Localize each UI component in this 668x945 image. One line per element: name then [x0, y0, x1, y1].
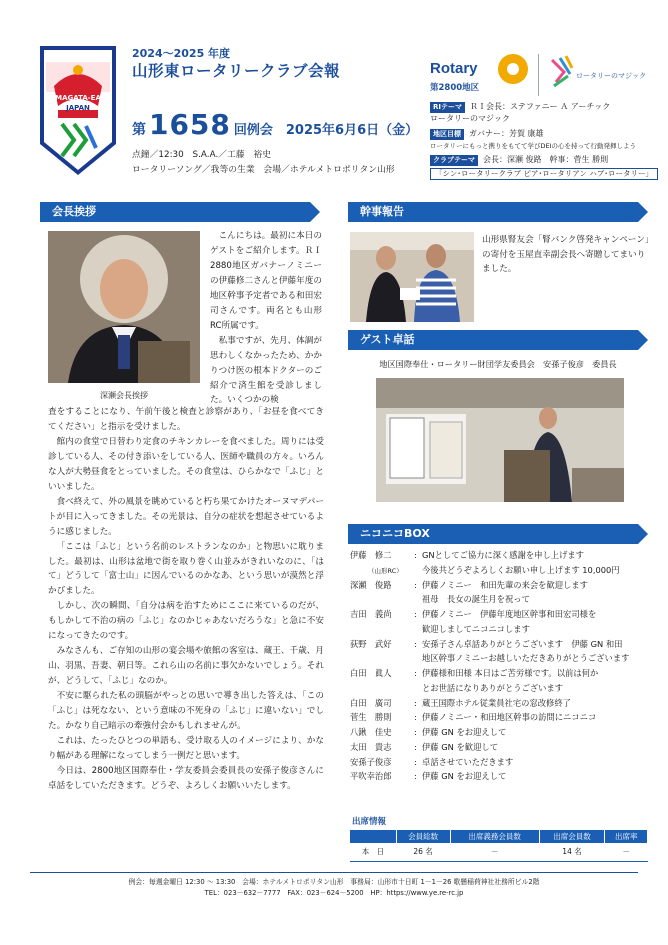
nikoniko-row: 深瀬 俊路 : 伊藤ノミニー 和田先輩の来会を歓迎します 祖母 長女の誕生月を祝って	[350, 578, 650, 608]
president-paragraph: しかし、次の瞬間、「自分は病を治すためにここに来ているのだが、もしかして不治の病の「ふじ」なのかじゃあないだろうな」と急に不安になってきたのです。	[48, 601, 324, 642]
nikoniko-name: 太田 貴志	[350, 741, 392, 752]
president-paragraph: こんにちは。最初に本日のゲストをご紹介します。ＲＩ2880地区ガバナーノミニーの伊藤修二さんと伊藤年度の地区幹事予定者である和田宏司さんです。両名とも山形RC所属です。	[210, 231, 322, 331]
attendance-header	[350, 830, 396, 843]
nikoniko-message: 卓話させていただきます	[422, 756, 514, 767]
meeting-detail-line1: 点鐘／12:30 S.A.A.／工藤 裕史	[132, 150, 272, 160]
president-text-full	[48, 405, 324, 794]
nikoniko-message: 伊藤ノミニー 和田先輩の来会を歓迎します 祖母 長女の誕生月を祝って	[422, 579, 588, 605]
magic-of-rotary-logo	[546, 52, 646, 96]
ri-theme-text: ＲＩ会長：ステファニー Ａ アーチック	[470, 102, 611, 111]
nikoniko-row: 白田 廣司 : 蔵王国際ホテル従業員社宅の窓改修終了	[350, 696, 650, 711]
president-paragraph: これは、たったひとつの単語も、受け取る人のイメージにより、かなり幅がある理解になってしまう一例だと思います。	[48, 735, 324, 761]
president-paragraph: 私事ですが、先月、体調が思わしくなかったため、かかりつけ医の根本ドクターのご紹介で済生館を受診しました。いくつかの検	[210, 335, 322, 406]
ri-theme	[430, 101, 610, 124]
nikoniko-message: 伊藤ノミニー 伊藤年度地区幹事和田宏司様を 歓迎しましてニコニコします	[422, 609, 597, 634]
club-theme-text2: 「シン･ロータリークラブ ピア･ロータリアン ハブ･ロータリー」	[430, 168, 658, 181]
attendance-header: 会員総数	[396, 830, 450, 843]
guest-photo	[376, 378, 624, 502]
secretary-photo-art	[350, 232, 474, 322]
president-paragraph: みなさんも、ご存知の山形の宴会場や旅館の客室は、蔵王、千歳、月山、羽黒、吾妻、朝日等。これら山の名前に事欠かないでしょう。それが、どうして、「ふじ」なのか。	[48, 646, 324, 687]
secretary-section-title: 幹事報告	[348, 202, 638, 222]
attendance-row	[350, 843, 648, 861]
district-goal-text2: ロータリーにもっと携りをもてて学びDEIの心を持って行動発揮しよう	[430, 141, 637, 150]
logo-divider	[538, 54, 539, 96]
president-paragraph: 館内の食堂で日替わり定食のチキンカレーを食べました。周りには受診している人、その付き添いをしている人、医師や職員の方々。いろんな人が大勢昼食をとっていました。その食堂は、ひらかなで「ふじ」といいました。	[48, 436, 324, 492]
nikoniko-section-title: ニコニコBOX	[348, 524, 638, 544]
attendance-header: 出席義務会員数	[450, 830, 539, 843]
guest-section-title: ゲスト卓話	[348, 330, 638, 350]
president-paragraph: 食べ終えて、外の風景を眺めていると朽ち果てかけたオーヌマデパートが目に入ってきました。その光景は、自分の症状を想起させているように感じました。	[48, 496, 324, 537]
club-theme-tag: クラブテーマ	[430, 155, 478, 166]
nikoniko-row: 吉田 義尚 : 伊藤ノミニー 伊藤年度地区幹事和田宏司様を 歓迎しましてニコニコします	[350, 607, 650, 637]
ri-theme-text2: ロータリーのマジック	[430, 113, 510, 123]
nikoniko-name: 白田 眞人	[350, 668, 392, 679]
attendance-header: 出席会員数	[539, 830, 605, 843]
pennant-yamagata-east: YAMAGATA-EAST	[45, 94, 111, 102]
president-paragraph: 不安に駆られた私の頭脳がやっとの思いで導き出した答えは、「この「ふじ」は死なない、という意味の不死身の「ふじ」に違いない」でした。かなり自己暗示の牽強付会かもしれませんが。	[48, 691, 324, 732]
nikoniko-name: 安孫子俊彦	[350, 756, 392, 767]
guest-photo-art	[376, 378, 624, 502]
footer-line1: 例会：毎週金曜日 12:30 ～ 13:30 会場：ホテルメトロポリタン山形 事務局：山形市十日町 1－1－26 歌懸稲荷神社社務所ビル2階	[128, 878, 540, 886]
nikoniko-message: 蔵王国際ホテル従業員社宅の窓改修終了	[422, 697, 571, 708]
nikoniko-message: 伊藤様和田様 本日はご苦労様です。以前は何か とお世話になりありがとうございます	[422, 668, 599, 693]
nikoniko-club: （山形RC）	[368, 566, 403, 575]
meeting-details	[132, 148, 395, 179]
president-paragraph: 「ここは「ふじ」という名前のレストランなのか」と物思いに耽りました。最初は、山形は盆地で街を取り巻く山並みがきれいなのに、「はて」どうして「富士山」に因んでいるのかなあ、という思いが漠然と浮かびました。	[48, 541, 324, 597]
secretary-report-text: 山形県腎友会「腎バンク啓発キャンペーン」の寄付を玉屋直幸副会長へ寄贈してまいりました。	[482, 235, 650, 275]
meeting-prefix: 第	[132, 122, 146, 138]
attendance-attended: 14 名	[539, 843, 605, 861]
rotary-wheel-icon	[498, 54, 528, 84]
nikoniko-name: 伊藤 修二 （山形RC）	[350, 550, 403, 575]
footer-line2: TEL：023－632－7777 FAX：023－624－5200 HP：https://www.ye.re-rc.jp	[204, 888, 464, 897]
club-theme	[430, 154, 658, 180]
nikoniko-message: 伊藤 GN を歓迎して	[422, 741, 498, 752]
nikoniko-row: 伊藤 修二 （山形RC） : GNとしてご協力に深く感謝を申し上げます 今後共どうぞよろしくお願い申し上げます 10,000円	[350, 548, 650, 578]
district-label: 第2800地区	[430, 83, 480, 93]
guest-speaker: 地区国際奉仕・ロータリー財団学友委員会 安孫子俊彦 委員長	[379, 359, 617, 369]
attendance-rate: －	[605, 843, 648, 861]
president-photo-art	[48, 231, 200, 383]
nikoniko-message: 伊藤 GN をお迎えして	[422, 727, 507, 738]
attendance-header-row	[350, 830, 648, 843]
nikoniko-name: 吉田 義尚	[350, 609, 392, 620]
president-photo-caption: 深瀬会長挨拶	[100, 391, 148, 400]
club-bulletin-title: 山形東ロータリークラブ会報	[132, 62, 341, 80]
nikoniko-row: 平吹幸治郎 : 伊藤 GN をお迎えして	[350, 769, 650, 784]
nikoniko-row: 安孫子俊彦 : 卓話させていただきます	[350, 755, 650, 770]
nikoniko-name: 菅生 勝則	[350, 712, 392, 723]
president-paragraph: 今日は、2800地区国際奉仕・学友委員会委員長の安孫子俊彦さんに卓話をしていただきます。どうぞ、よろしくお願いいたします。	[48, 765, 324, 791]
president-paragraph: 査をすることになり、午前午後と検査と診察があり、「お昼を食べてきてください」と指示を受けました。	[48, 407, 324, 432]
rotary-logo-text: Rotary	[430, 60, 478, 77]
footer	[30, 877, 638, 898]
pennant-japan: JAPAN	[66, 104, 90, 112]
nikoniko-message: 安孫子さん卓話ありがとうございます 伊藤 GN 和田 地区幹事ノミニーお越しいただきありがとうございます	[422, 638, 630, 664]
meeting-date: 2025年6月6日（金）	[285, 123, 419, 138]
meeting-detail-line2: ロータリーソング／我等の生業 会場／ホテルメトロポリタン山形	[132, 165, 395, 176]
meeting-info	[132, 104, 418, 146]
attendance-required: －	[450, 843, 539, 861]
nikoniko-row: 八鍬 佳史 : 伊藤 GN をお迎えして	[350, 725, 650, 740]
nikoniko-row: 菅生 勝則 : 伊藤ノミニー・和田地区幹事の訪問にニコニコ	[350, 710, 650, 725]
secretary-photo	[350, 232, 474, 322]
nikoniko-name: 深瀬 俊路	[350, 579, 392, 590]
nikoniko-message: 伊藤ノミニー・和田地区幹事の訪問にニコニコ	[422, 712, 597, 723]
district-goal-text: ガバナー：芳賀 康雄	[469, 129, 544, 138]
president-photo	[48, 231, 200, 383]
president-section-title: 会長挨拶	[40, 202, 310, 222]
meeting-number: 1658	[148, 108, 231, 141]
nikoniko-message: GNとしてご協力に深く感謝を申し上げます 今後共どうぞよろしくお願い申し上げます 10,000円	[422, 550, 620, 575]
club-pennant-logo	[40, 40, 116, 175]
nikoniko-name: 八鍬 佳史	[350, 727, 392, 738]
nikoniko-name: 平吹幸治郎	[350, 771, 392, 782]
nikoniko-name: 荻野 武好	[350, 638, 392, 649]
district-goal-tag: 地区目標	[430, 129, 464, 140]
nikoniko-row: 太田 貴志 : 伊藤 GN を歓迎して	[350, 740, 650, 755]
fiscal-year: 2024～2025 年度	[132, 47, 231, 60]
district-goal	[430, 128, 636, 151]
nikoniko-row: 白田 眞人 : 伊藤様和田様 本日はご苦労様です。以前は何か とお世話になりありがとうございます	[350, 666, 650, 696]
nikoniko-message: 伊藤 GN をお迎えして	[422, 771, 507, 782]
nikoniko-list	[350, 548, 650, 784]
footer-divider	[30, 872, 638, 873]
attendance-label: 本 日	[350, 843, 396, 861]
magic-logo-text: ロータリーのマジック	[576, 72, 646, 80]
attendance-header: 出席率	[605, 830, 648, 843]
nikoniko-row: 荻野 武好 : 安孫子さん卓話ありがとうございます 伊藤 GN 和田 地区幹事ノミニーお越しいただきありがとうございます	[350, 637, 650, 667]
ri-theme-tag: RIテーマ	[430, 102, 465, 113]
attendance-title: 出席情報	[352, 817, 387, 827]
president-text-side	[210, 229, 322, 408]
meeting-suffix: 回例会	[233, 123, 273, 138]
nikoniko-name: 白田 廣司	[350, 697, 392, 708]
club-theme-text: 会長：深瀬 俊路 幹事：菅生 勝則	[483, 155, 609, 164]
attendance-table	[350, 830, 648, 862]
attendance-members: 26 名	[396, 843, 450, 861]
